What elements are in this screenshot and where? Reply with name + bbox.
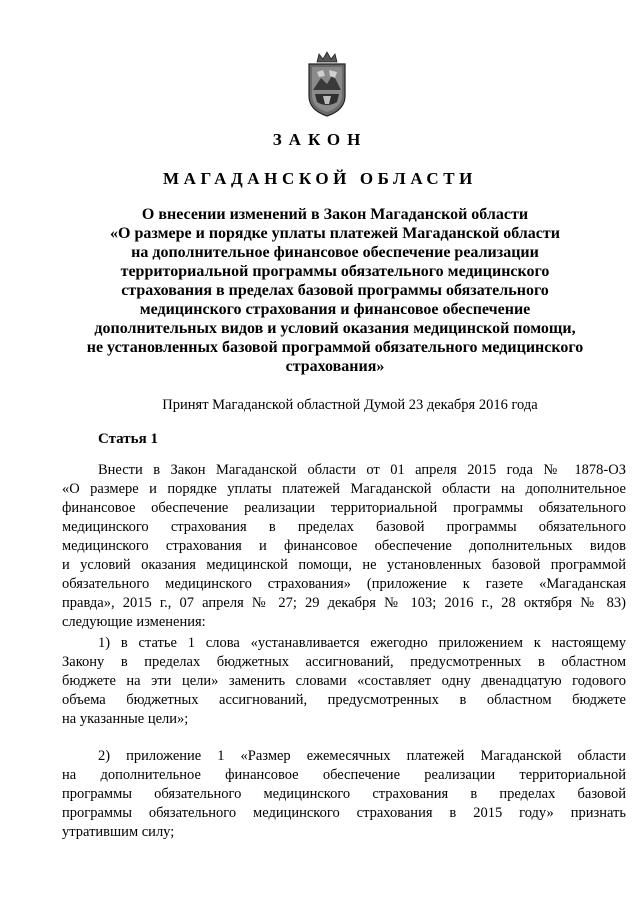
text-line: 2) приложение 1 «Размер ежемесячных платежей Магаданской области [98, 748, 626, 764]
text-line: следующие изменения: [62, 614, 206, 630]
text-line: обязательного медицинского страхования» (приложение к газете «Магаданская [62, 576, 626, 592]
text-line: на указанные цели»; [62, 711, 189, 727]
paragraph-amendment-intro [62, 461, 626, 632]
text-line: Закону в пределах бюджетных ассигнований, предусмотренных в областном [62, 654, 626, 670]
region-title: МАГАДАНСКОЙ ОБЛАСТИ [162, 169, 477, 188]
subtitle-line: «О размере и порядке уплаты платежей Магаданской области [110, 225, 560, 242]
subtitle-line: страхования в пределах базовой программы обязательного [121, 282, 549, 299]
text-line: и условий оказания медицинской помощи, не установленных базовой программой [62, 557, 626, 573]
adoption-note: Принят Магаданской областной Думой 23 декабря 2016 года [162, 397, 538, 413]
subtitle-line: медицинского страхования и финансовое обеспечение [139, 301, 531, 318]
law-subtitle [40, 205, 630, 376]
paragraph-item-2 [62, 747, 626, 842]
subtitle-line: на дополнительное финансовое обеспечение реализации [131, 244, 539, 261]
text-line: бюджете на эти цели» заменить словами «составляет одну двенадцатую годового [62, 673, 626, 689]
subtitle-line: не установленных базовой программой обязательного медицинского [86, 339, 584, 356]
text-line: программы обязательного медицинского страхования в 2015 году» признать [62, 805, 626, 821]
text-line: 1) в статье 1 слова «устанавливается ежегодно приложением к настоящему [98, 635, 626, 651]
text-line: объема бюджетных ассигнований, предусмотренных в областном бюджете [62, 692, 626, 708]
text-line: программы обязательного медицинского страхования в пределах базовой [62, 786, 626, 802]
text-line: на дополнительное финансовое обеспечение реализации территориальной [62, 767, 626, 783]
coat-of-arms-icon [303, 50, 351, 118]
subtitle-line: страхования» [285, 358, 385, 375]
text-line: финансовое обеспечение реализации территориальной программы обязательного [62, 500, 626, 516]
text-line: правда», 2015 г., 07 апреля № 27; 29 декабря № 103; 2016 г., 28 октября № 83) [62, 595, 626, 611]
paragraph-item-1 [62, 634, 626, 729]
text-line: медицинского страхования в пределах базовой программы обязательного [62, 519, 626, 535]
article-heading: Статья 1 [98, 431, 158, 447]
subtitle-line: территориальной программы обязательного медицинского [120, 263, 550, 280]
subtitle-line: О внесении изменений в Закон Магаданской области [141, 206, 529, 223]
text-line: Внести в Закон Магаданской области от 01 апреля 2015 года № 1878-ОЗ [98, 462, 626, 478]
subtitle-line: дополнительных видов и условий оказания медицинской помощи, [94, 320, 576, 337]
text-line: медицинского страхования и финансовое обеспечение дополнительных видов [62, 538, 626, 554]
text-line: «О размере и порядке уплаты платежей Магаданской области на дополнительное [62, 481, 626, 497]
law-title: ЗАКОН [272, 130, 368, 149]
text-line: утратившим силу; [62, 824, 175, 840]
